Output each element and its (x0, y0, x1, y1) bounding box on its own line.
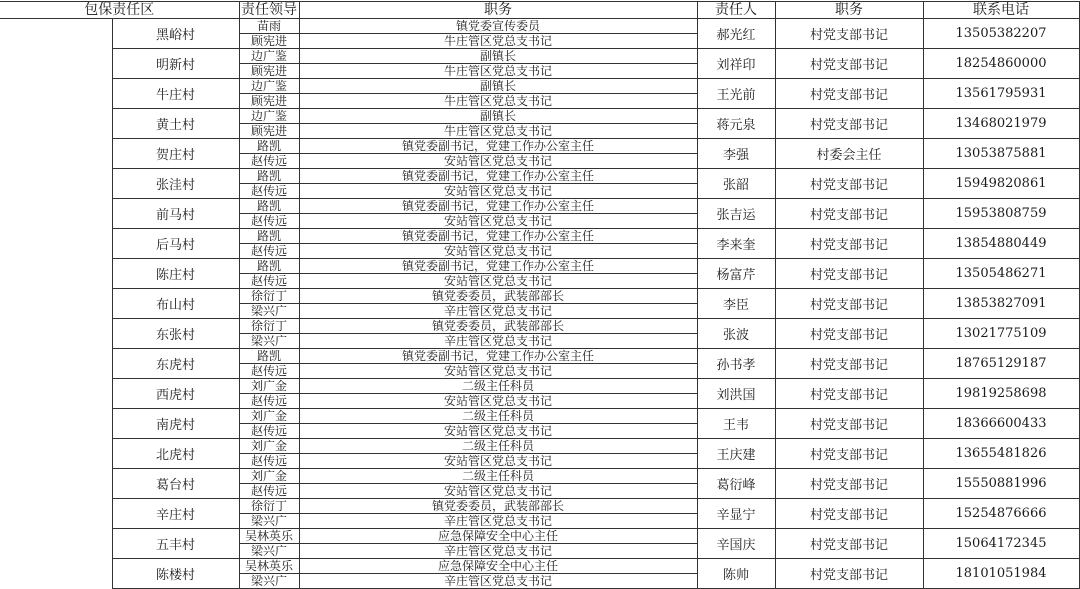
person-position: 村党支部书记 (775, 229, 923, 259)
leader-duty-1: 镇党委副书记，党建工作办公室主任 (299, 259, 697, 274)
leader-duty-1: 镇党委副书记，党建工作办公室主任 (299, 139, 697, 154)
table-row (0, 289, 1079, 304)
responsible-person: 张波 (697, 319, 775, 349)
header-leader: 责任领导 (241, 1, 297, 18)
leader-name-2: 赵传远 (239, 244, 299, 259)
phone-number: 18765129187 (923, 349, 1079, 379)
person-position: 村党支部书记 (775, 379, 923, 409)
village-cell: 东虎村 (112, 349, 239, 379)
leader-duty-1: 镇党委副书记，党建工作办公室主任 (299, 169, 697, 184)
responsible-person: 辛国庆 (697, 529, 775, 559)
village-cell: 辛庄村 (112, 499, 239, 529)
leader-name-2: 赵传远 (239, 154, 299, 169)
phone-number: 15953808759 (923, 199, 1079, 229)
responsible-person: 王庆建 (697, 439, 775, 469)
area-blank-cell (0, 559, 112, 589)
leader-name-1: 边广鉴 (239, 109, 299, 124)
header-duty: 职务 (299, 2, 697, 19)
leader-name-2: 赵传远 (239, 274, 299, 289)
leader-duty-2: 安站管区党总支书记 (299, 184, 697, 199)
phone-number: 13021775109 (923, 319, 1079, 349)
area-blank-cell (0, 229, 112, 259)
person-position: 村党支部书记 (775, 499, 923, 529)
person-position: 村党支部书记 (775, 49, 923, 79)
leader-duty-1: 镇党委委员，武装部部长 (299, 289, 697, 304)
phone-number: 15550881996 (923, 469, 1079, 499)
village-cell: 后马村 (112, 229, 239, 259)
leader-duty-1: 副镇长 (299, 109, 697, 124)
person-position: 村党支部书记 (775, 19, 923, 49)
phone-number: 13053875881 (923, 139, 1079, 169)
responsible-person: 李来奎 (697, 229, 775, 259)
phone-number: 13468021979 (923, 109, 1079, 139)
leader-duty-1: 镇党委副书记，党建工作办公室主任 (299, 199, 697, 214)
leader-duty-1: 二级主任科员 (299, 409, 697, 424)
person-position: 村党支部书记 (775, 409, 923, 439)
leader-duty-2: 安站管区党总支书记 (299, 274, 697, 289)
responsible-person: 刘祥印 (697, 49, 775, 79)
leader-duty-2: 辛庄管区党总支书记 (299, 304, 697, 319)
table-row (0, 409, 1079, 424)
responsible-person: 张吉运 (697, 199, 775, 229)
table-row (0, 319, 1079, 334)
leader-name-2: 梁兴广 (239, 304, 299, 319)
village-cell: 布山村 (112, 289, 239, 319)
person-position: 村委会主任 (775, 139, 923, 169)
responsible-person: 李强 (697, 139, 775, 169)
leader-duty-2: 安站管区党总支书记 (299, 424, 697, 439)
area-blank-cell (0, 79, 112, 109)
leader-name-2: 梁兴广 (239, 574, 299, 589)
phone-number: 13505486271 (923, 259, 1079, 289)
table-row (0, 229, 1079, 244)
leader-name-1: 刘广金 (239, 439, 299, 454)
leader-name-1: 路凯 (239, 259, 299, 274)
area-blank-cell (0, 169, 112, 199)
responsible-person: 郝光红 (697, 19, 775, 49)
leader-name-2: 顾宪进 (239, 34, 299, 49)
area-blank-cell (0, 199, 112, 229)
leader-name-2: 赵传远 (239, 484, 299, 499)
leader-duty-1: 镇党委副书记，党建工作办公室主任 (299, 349, 697, 364)
responsible-person: 陈帅 (697, 559, 775, 589)
area-blank-cell (0, 379, 112, 409)
area-blank-cell (0, 319, 112, 349)
leader-name-2: 赵传远 (239, 184, 299, 199)
leader-duty-2: 牛庄管区党总支书记 (299, 124, 697, 139)
village-cell: 牛庄村 (112, 79, 239, 109)
village-cell: 陈楼村 (112, 559, 239, 589)
area-blank-cell (0, 469, 112, 499)
responsible-person: 王光前 (697, 79, 775, 109)
leader-duty-2: 辛庄管区党总支书记 (299, 574, 697, 589)
phone-number: 13561795931 (923, 79, 1079, 109)
village-cell: 葛台村 (112, 469, 239, 499)
leader-name-2: 赵传远 (239, 364, 299, 379)
person-position: 村党支部书记 (775, 349, 923, 379)
leader-duty-2: 安站管区党总支书记 (299, 154, 697, 169)
leader-name-1: 路凯 (239, 349, 299, 364)
leader-name-1: 边广鉴 (239, 79, 299, 94)
table-row (0, 469, 1079, 484)
table-row (0, 439, 1079, 454)
leader-name-1: 苗雨 (239, 19, 299, 34)
village-cell: 黄土村 (112, 109, 239, 139)
area-blank-cell (0, 409, 112, 439)
phone-number: 18254860000 (923, 49, 1079, 79)
leader-name-2: 梁兴广 (239, 514, 299, 529)
person-position: 村党支部书记 (775, 319, 923, 349)
area-blank-cell (0, 499, 112, 529)
leader-duty-2: 辛庄管区党总支书记 (299, 514, 697, 529)
leader-duty-1: 镇党委副书记，党建工作办公室主任 (299, 229, 697, 244)
village-cell: 南虎村 (112, 409, 239, 439)
leader-name-1: 路凯 (239, 199, 299, 214)
area-blank-cell (0, 19, 112, 49)
leader-name-1: 吴林英乐 (239, 529, 299, 544)
table-body (0, 19, 1079, 589)
leader-duty-1: 二级主任科员 (299, 439, 697, 454)
phone-number: 15254876666 (923, 499, 1079, 529)
header-position: 职务 (775, 2, 923, 19)
leader-name-1: 刘广金 (239, 469, 299, 484)
village-cell: 五丰村 (112, 529, 239, 559)
table-row (0, 259, 1079, 274)
table-row (0, 19, 1079, 34)
leader-name-1: 路凯 (239, 229, 299, 244)
leader-name-2: 顾宪进 (239, 94, 299, 109)
village-cell: 陈庄村 (112, 259, 239, 289)
leader-name-2: 顾宪进 (239, 64, 299, 79)
responsible-person: 杨富芹 (697, 259, 775, 289)
leader-name-1: 徐衍丁 (239, 289, 299, 304)
leader-name-1: 吴林英乐 (239, 559, 299, 574)
leader-name-1: 路凯 (239, 139, 299, 154)
table-row (0, 499, 1079, 514)
person-position: 村党支部书记 (775, 199, 923, 229)
phone-number: 15949820861 (923, 169, 1079, 199)
responsible-person: 葛衍峰 (697, 469, 775, 499)
leader-duty-2: 牛庄管区党总支书记 (299, 34, 697, 49)
leader-name-2: 赵传远 (239, 454, 299, 469)
table-row (0, 79, 1079, 94)
leader-name-2: 赵传远 (239, 214, 299, 229)
leader-name-2: 顾宪进 (239, 124, 299, 139)
leader-duty-1: 镇党委委员，武装部部长 (299, 319, 697, 334)
village-cell: 西虎村 (112, 379, 239, 409)
phone-number: 19819258698 (923, 379, 1079, 409)
person-position: 村党支部书记 (775, 289, 923, 319)
leader-duty-2: 辛庄管区党总支书记 (299, 334, 697, 349)
leader-name-2: 梁兴广 (239, 334, 299, 349)
phone-number: 18101051984 (923, 559, 1079, 589)
area-blank-cell (0, 49, 112, 79)
phone-number: 13505382207 (923, 19, 1079, 49)
area-blank-cell (0, 529, 112, 559)
header-area: 包保责任区 (0, 2, 239, 19)
leader-duty-1: 镇党委宣传委员 (299, 19, 697, 34)
table-row (0, 139, 1079, 154)
leader-duty-1: 应急保障安全中心主任 (299, 559, 697, 574)
responsible-person: 蒋元泉 (697, 109, 775, 139)
leader-name-1: 刘广金 (239, 409, 299, 424)
phone-number: 13853827091 (923, 289, 1079, 319)
header-person: 责任人 (697, 2, 775, 19)
leader-duty-1: 副镇长 (299, 79, 697, 94)
leader-duty-2: 安站管区党总支书记 (299, 364, 697, 379)
person-position: 村党支部书记 (775, 529, 923, 559)
responsibility-table (0, 1, 1080, 589)
area-blank-cell (0, 439, 112, 469)
leader-name-1: 徐衍丁 (239, 499, 299, 514)
person-position: 村党支部书记 (775, 559, 923, 589)
leader-name-1: 边广鉴 (239, 49, 299, 64)
leader-duty-2: 安站管区党总支书记 (299, 484, 697, 499)
leader-duty-1: 二级主任科员 (299, 469, 697, 484)
table-row (0, 559, 1079, 574)
area-blank-cell (0, 139, 112, 169)
responsible-person: 王韦 (697, 409, 775, 439)
table-row (0, 529, 1079, 544)
person-position: 村党支部书记 (775, 439, 923, 469)
leader-name-2: 赵传远 (239, 394, 299, 409)
leader-duty-1: 副镇长 (299, 49, 697, 64)
person-position: 村党支部书记 (775, 259, 923, 289)
responsible-person: 李臣 (697, 289, 775, 319)
phone-number: 13655481826 (923, 439, 1079, 469)
responsible-person: 张韶 (697, 169, 775, 199)
phone-number: 13854880449 (923, 229, 1079, 259)
table-row (0, 199, 1079, 214)
village-cell: 贺庄村 (112, 139, 239, 169)
leader-duty-1: 应急保障安全中心主任 (299, 529, 697, 544)
table-row (0, 349, 1079, 364)
leader-duty-2: 辛庄管区党总支书记 (299, 544, 697, 559)
leader-duty-2: 安站管区党总支书记 (299, 214, 697, 229)
leader-name-1: 徐衍丁 (239, 319, 299, 334)
table-row (0, 109, 1079, 124)
village-cell: 东张村 (112, 319, 239, 349)
table-row (0, 49, 1079, 64)
village-cell: 前马村 (112, 199, 239, 229)
header-phone: 联系电话 (923, 2, 1079, 19)
leader-name-2: 赵传远 (239, 424, 299, 439)
leader-duty-2: 牛庄管区党总支书记 (299, 64, 697, 79)
leader-duty-2: 安站管区党总支书记 (299, 394, 697, 409)
responsible-person: 刘洪国 (697, 379, 775, 409)
responsible-person: 辛显宁 (697, 499, 775, 529)
header-row (0, 2, 1079, 19)
person-position: 村党支部书记 (775, 169, 923, 199)
leader-duty-2: 安站管区党总支书记 (299, 244, 697, 259)
area-blank-cell (0, 259, 112, 289)
leader-duty-1: 镇党委委员，武装部部长 (299, 499, 697, 514)
leader-duty-2: 牛庄管区党总支书记 (299, 94, 697, 109)
person-position: 村党支部书记 (775, 109, 923, 139)
leader-duty-1: 二级主任科员 (299, 379, 697, 394)
area-blank-cell (0, 109, 112, 139)
leader-name-1: 路凯 (239, 169, 299, 184)
phone-number: 15064172345 (923, 529, 1079, 559)
area-blank-cell (0, 289, 112, 319)
village-cell: 明新村 (112, 49, 239, 79)
leader-duty-2: 安站管区党总支书记 (299, 454, 697, 469)
responsible-person: 孙书孝 (697, 349, 775, 379)
phone-number: 18366600433 (923, 409, 1079, 439)
person-position: 村党支部书记 (775, 79, 923, 109)
table-row (0, 379, 1079, 394)
leader-name-2: 梁兴广 (239, 544, 299, 559)
person-position: 村党支部书记 (775, 469, 923, 499)
area-blank-cell (0, 349, 112, 379)
table-row (0, 169, 1079, 184)
leader-name-1: 刘广金 (239, 379, 299, 394)
village-cell: 张洼村 (112, 169, 239, 199)
village-cell: 黑峪村 (112, 19, 239, 49)
village-cell: 北虎村 (112, 439, 239, 469)
